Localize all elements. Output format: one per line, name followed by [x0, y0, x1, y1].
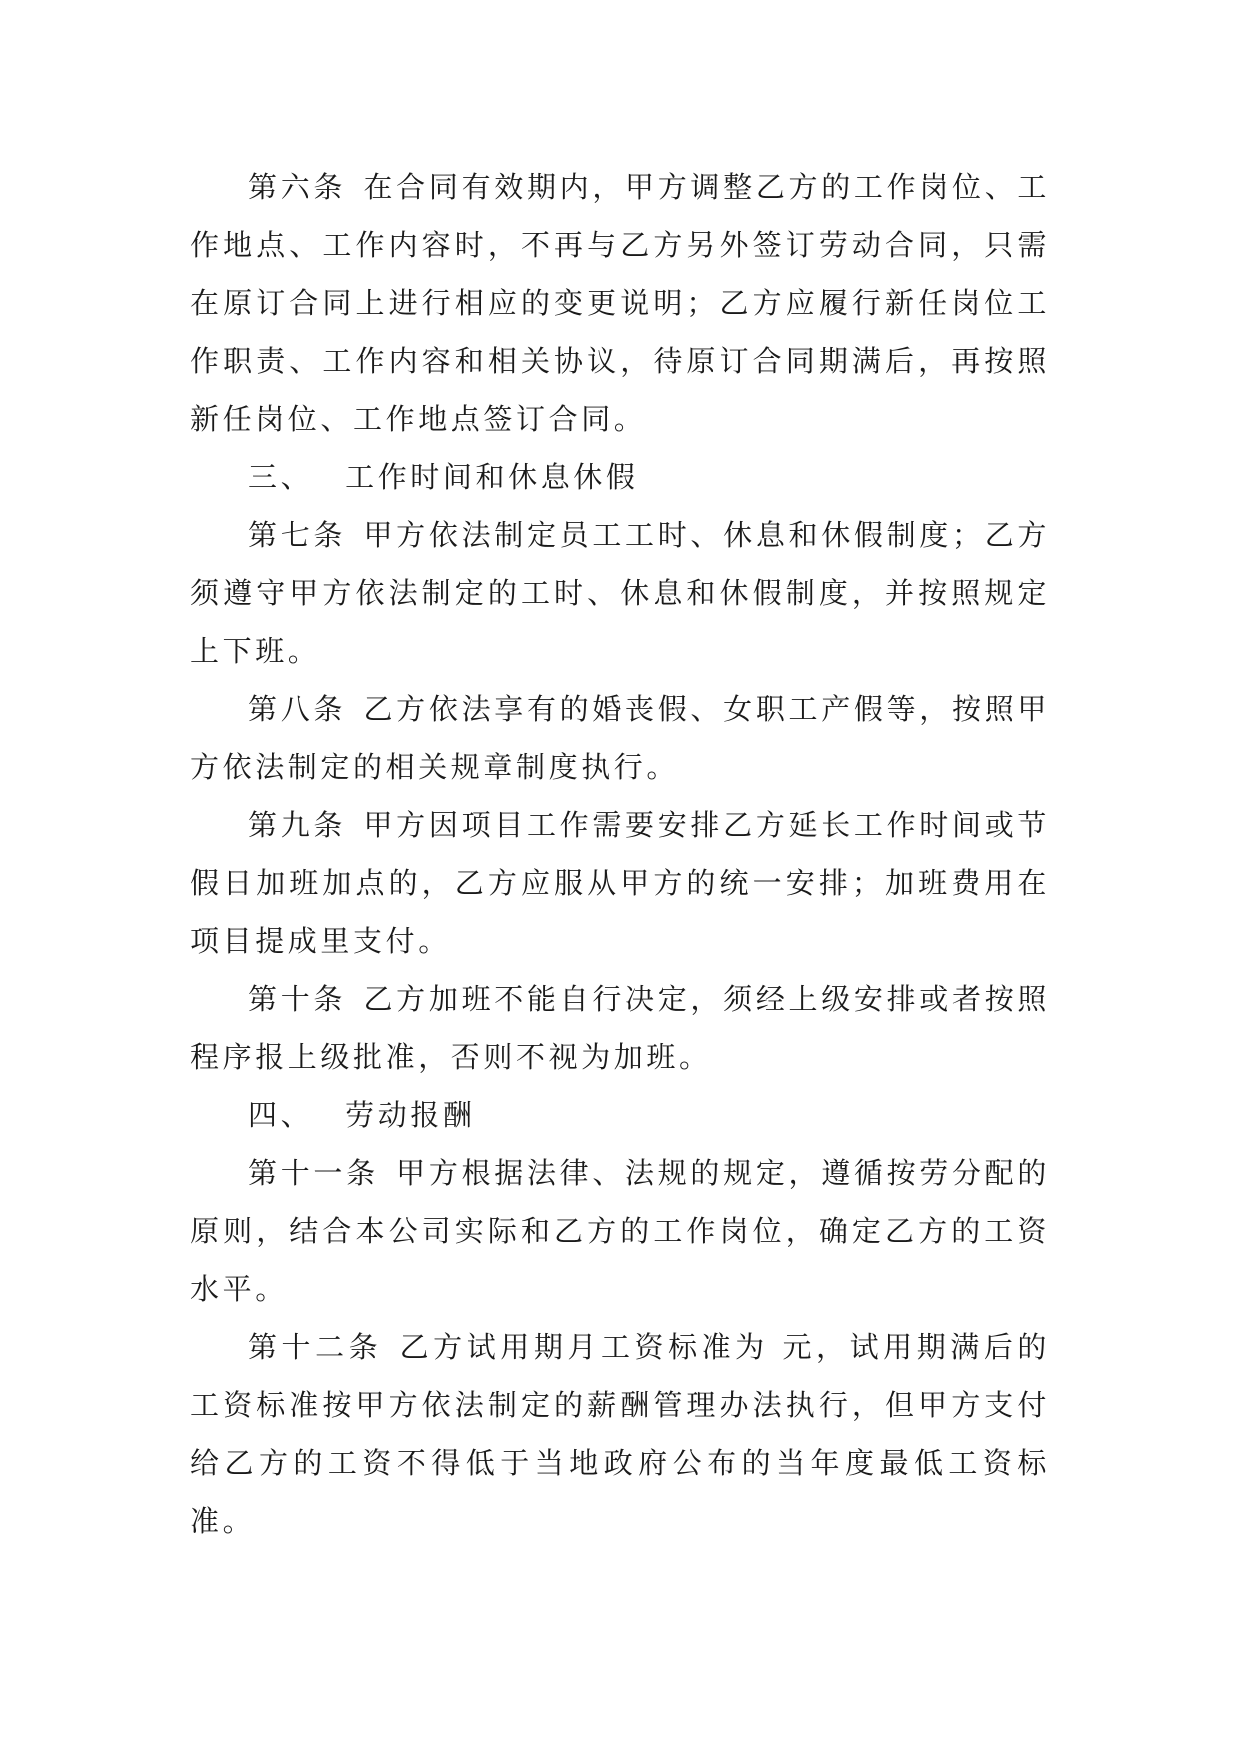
clause-number: 第九条 [248, 808, 347, 842]
clause-text: 甲方根据法律、法规的规定，遵循按劳分配的原则，结合本公司实际和乙方的工作岗位，确定乙方的工资水平。 [190, 1156, 1050, 1306]
clause-text: 乙方加班不能自行决定，须经上级安排或者按照程序报上级批准，否则不视为加班。 [190, 982, 1050, 1074]
clause-11 [190, 1144, 1050, 1318]
clause-number: 第十二条 [248, 1330, 383, 1364]
section-title: 劳动报酬 [345, 1098, 476, 1132]
clause-6 [190, 158, 1050, 448]
clause-9 [190, 796, 1050, 970]
clause-text: 乙方试用期月工资标准为 元，试用期满后的工资标准按甲方依法制定的薪酬管理办法执行，但甲方支付给乙方的工资不得低于当地政府公布的当年度最低工资标准。 [190, 1330, 1050, 1538]
section-number: 四、 [248, 1098, 314, 1132]
clause-number: 第十条 [248, 982, 347, 1016]
clause-text: 甲方因项目工作需要安排乙方延长工作时间或节假日加班加点的，乙方应服从甲方的统一安排；加班费用在项目提成里支付。 [190, 808, 1050, 958]
clause-7 [190, 506, 1050, 680]
section-heading-3 [190, 448, 1050, 506]
clause-12 [190, 1318, 1050, 1550]
clause-number: 第七条 [248, 518, 347, 552]
clause-text: 在合同有效期内，甲方调整乙方的工作岗位、工作地点、工作内容时，不再与乙方另外签订劳动合同，只需在原订合同上进行相应的变更说明；乙方应履行新任岗位工作职责、工作内容和相关协议，待原订合同期满后，再按照新任岗位、工作地点签订合同。 [190, 170, 1050, 436]
clause-8 [190, 680, 1050, 796]
clause-text: 乙方依法享有的婚丧假、女职工产假等，按照甲方依法制定的相关规章制度执行。 [190, 692, 1050, 784]
clause-number: 第八条 [248, 692, 347, 726]
contract-body [190, 158, 1050, 1550]
clause-number: 第十一条 [248, 1156, 379, 1190]
section-number: 三、 [248, 460, 314, 494]
section-heading-4 [190, 1086, 1050, 1144]
clause-10 [190, 970, 1050, 1086]
clause-number: 第六条 [248, 170, 347, 204]
clause-text: 甲方依法制定员工工时、休息和休假制度；乙方须遵守甲方依法制定的工时、休息和休假制度，并按照规定上下班。 [190, 518, 1050, 668]
section-title: 工作时间和休息休假 [345, 460, 639, 494]
